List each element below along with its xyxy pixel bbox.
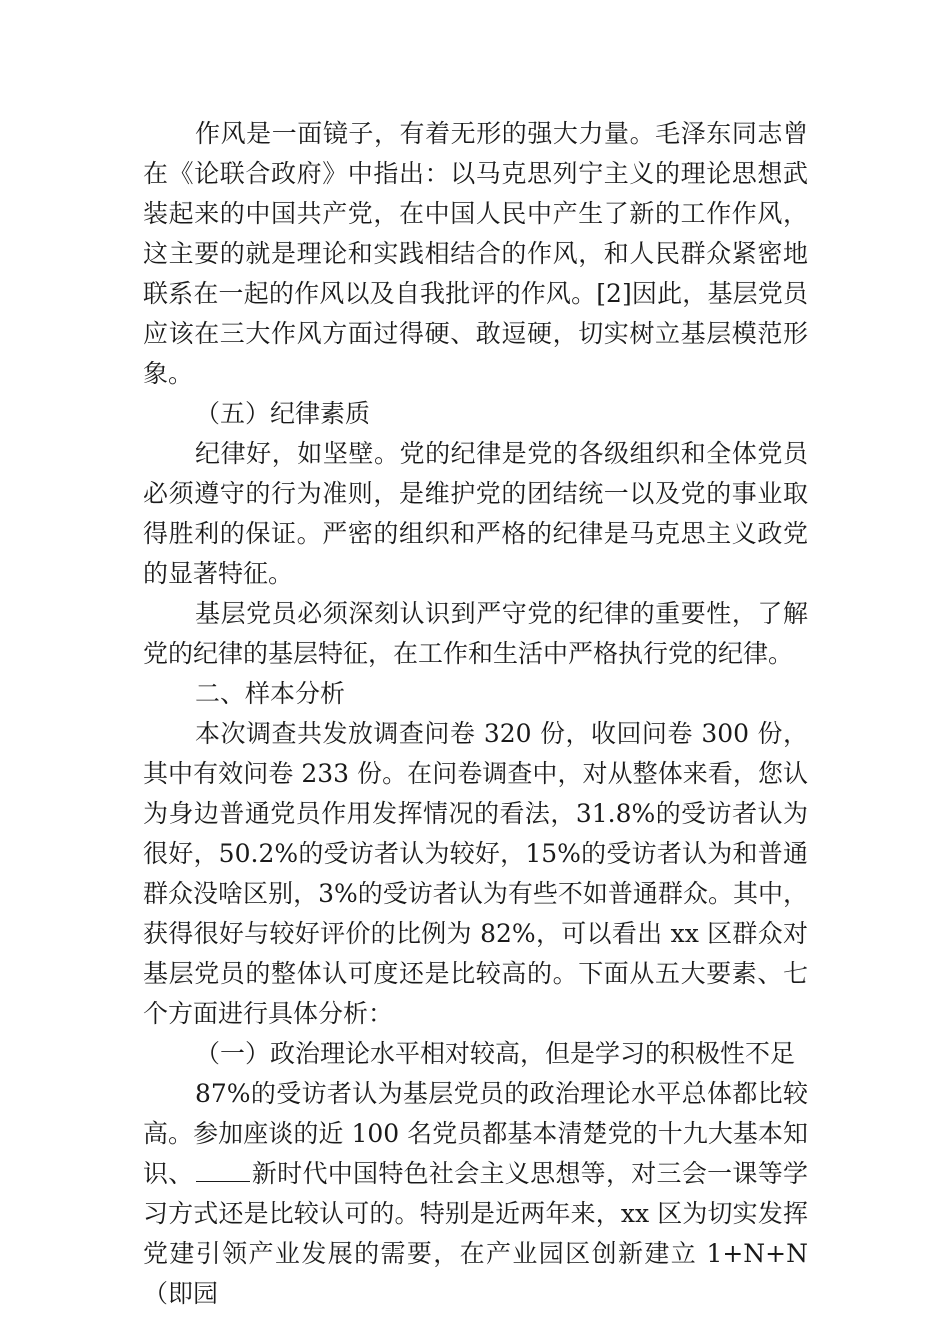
paragraph-discipline-intro: 纪律好，如坚壁。党的纪律是党的各级组织和全体党员必须遵守的行为准则，是维护党的团结统一以及党的事业取得胜利的保证。严密的组织和严格的纪律是马克思主义政党的显著特征。: [143, 439, 808, 588]
section-heading-discipline: （五）纪律素质: [195, 399, 371, 428]
document-body: [143, 114, 808, 1314]
paragraph-survey-results: 本次调查共发放调查问卷 320 份，收回问卷 300 份，其中有效问卷 233 份。在问卷调查中，对从整体来看，您认为身边普通党员作用发挥情况的看法，31.8%的受访者认为很好，50.2%的受访者认为较好，15%的受访者认为和普通群众没啥区别，3%的受访者认为有些不如普通群众。其中，获得很好与较好评价的比例为 82%，可以看出 xx 区群众对基层党员的整体认可度还是比较高的。下面从五大要素、七个方面进行具体分析：: [143, 719, 808, 1028]
section-heading-political-theory: （一）政治理论水平相对较高，但是学习的积极性不足: [195, 1039, 796, 1068]
paragraph-discipline-requirement: 基层党员必须深刻认识到严守党的纪律的重要性，了解党的纪律的基层特征，在工作和生活中严格执行党的纪律。: [143, 599, 808, 668]
paragraph-political-theory: [143, 1074, 808, 1314]
paragraph-text-before-blank: 87%的受访者认为基层党员的政治理论水平总体都比较高。参加座谈的近 100 名党员都基本清楚党的十九大基本知识、: [143, 1079, 808, 1188]
paragraph-work-style: 作风是一面镜子，有着无形的强大力量。毛泽东同志曾在《论联合政府》中指出：以马克思列宁主义的理论思想武装起来的中国共产党，在中国人民中产生了新的工作作风，这主要的就是理论和实践相结合的作风，和人民群众紧密地联系在一起的作风以及自我批评的作风。[2]因此，基层党员应该在三大作风方面过得硬、敢逗硬，切实树立基层模范形象。: [143, 119, 808, 388]
paragraph-text-after-blank: 新时代中国特色社会主义思想等，对三会一课等学习方式还是比较认可的。特别是近两年来，xx 区为切实发挥党建引领产业发展的需要，在产业园区创新建立 1+N+N（即园: [143, 1159, 808, 1308]
section-heading-sample-analysis: 二、样本分析: [195, 679, 346, 708]
blank-underline: [196, 1159, 250, 1182]
